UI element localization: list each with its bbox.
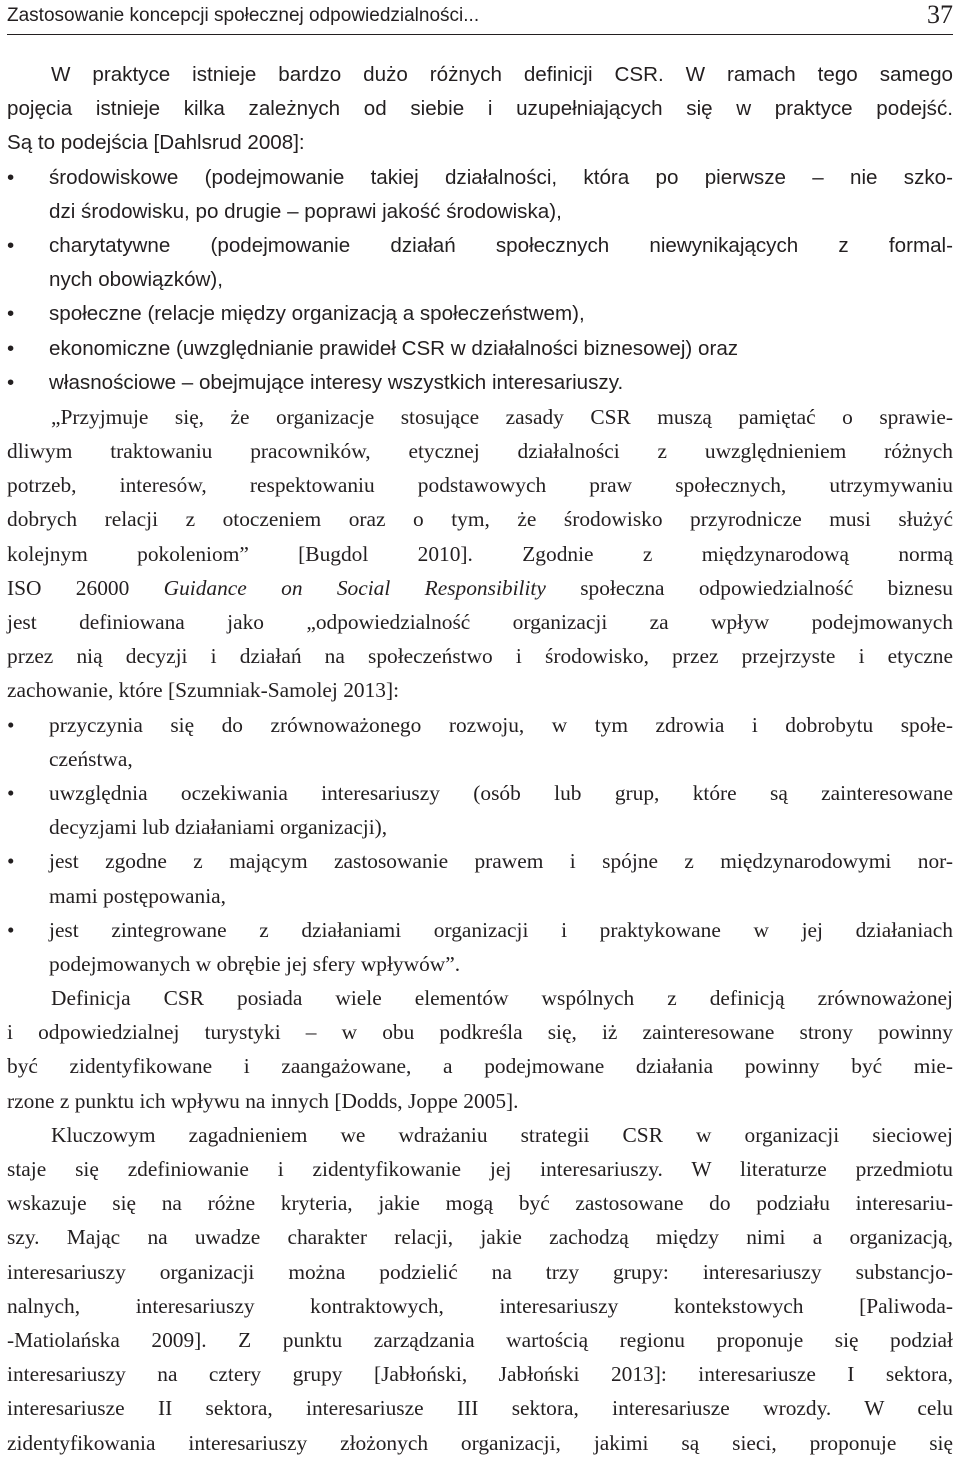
list-item (7, 297, 953, 331)
bullet-icon: • (7, 370, 15, 394)
list-item-line: • uwzględnia oczekiwania interesariuszy (osób lub grup, które są zainteresowane (7, 776, 953, 810)
text-line: rzone z punktu ich wpływu na innych [Dodds, Joppe 2005]. (7, 1088, 519, 1113)
text-line: wskazuje się na różne kryteria, jakie mogą być zastosowane do podziału interesariu- (7, 1191, 953, 1216)
bullet-icon: • (7, 336, 15, 360)
running-header (7, 0, 953, 35)
bullet-icon: • (7, 233, 15, 257)
norm-title: Guidance on Social Responsibility (163, 575, 546, 600)
list-item-line: nych obowiązków), (49, 268, 223, 292)
text-line: przez nią decyzji i działań na społeczeństwo i środowisko, przez przejrzyste i etyczne (7, 644, 953, 669)
text-line: interesariuszy na cztery grupy [Jabłoński, Jabłoński 2013]: interesariusze I sektora, (7, 1362, 953, 1387)
text-line: szy. Mając na uwadze charakter relacji, jakie zachodzą między nimi a organizacją, (7, 1225, 953, 1250)
text-line: dliwym traktowaniu pracowników, etycznej działalności z uwzględnieniem różnych (7, 439, 953, 464)
list-item-line: • przyczynia się do zrównoważonego rozwoju, w tym zdrowia i dobrobytu społe- (7, 708, 953, 742)
text-line: -Matiolańska 2009]. Z punktu zarządzania wartością regionu proponuje się podział (7, 1327, 953, 1352)
approaches-list (7, 161, 953, 400)
text-line: interesariusze II sektora, interesariusze III sektora, interesariusze wrozdy. W celu (7, 1396, 953, 1421)
list-item-line: • własnościowe – obejmujące interesy wszystkich interesariuszy. (7, 366, 953, 400)
bullet-icon: • (7, 165, 15, 189)
list-item (7, 913, 953, 981)
paragraph-intro (7, 58, 953, 161)
text-line: pojęcia istnieje kilka zależnych od siebie i uzupełniających się w praktyce podejść. (7, 97, 953, 121)
bullet-icon: • (7, 849, 15, 874)
bullet-icon: • (7, 917, 15, 942)
list-item-line: podejmowanych w obrębie jej sfery wpływów”. (49, 951, 461, 976)
list-item-line: mami postępowania, (49, 883, 227, 908)
text-line: potrzeb, interesów, respektowaniu podstawowych praw społecznych, utrzymywaniu (7, 473, 953, 498)
text-line: W praktyce istnieje bardzo dużo różnych definicji CSR. W ramach tego samego (51, 63, 953, 86)
list-item-line: • charytatywne (podejmowanie działań społecznych niewynikających z formal- (7, 229, 953, 263)
page-number: 37 (927, 0, 953, 29)
list-item-line: decyzjami lub działaniami organizacji), (49, 815, 388, 840)
list-item-line: • społeczne (relacje między organizacją a społeczeństwem), (7, 297, 953, 331)
text-line: kolejnym pokoleniom” [Bugdol 2010]. Zgodnie z międzynarodową normą (7, 541, 953, 566)
list-item (7, 776, 953, 844)
text-line: Definicja CSR posiada wiele elementów wspólnych z definicją zrównoważonej (51, 986, 953, 1011)
bullet-icon: • (7, 780, 15, 805)
text-line: dobrych relacji z otoczeniem oraz o tym, że środowisko przyrodnicze musi służyć (7, 507, 953, 532)
bullet-icon: • (7, 712, 15, 737)
paragraph-csr-definition (7, 400, 953, 708)
text-line: zidentyfikowania interesariuszy złożonych organizacji, jakimi są sieci, proponuje się (7, 1430, 953, 1455)
text-line: nalnych, interesariuszy kontraktowych, interesariuszy kontekstowych [Paliwoda- (7, 1293, 953, 1318)
list-item-line: dzi środowisku, po drugie – poprawi jakość środowiska), (49, 199, 562, 223)
list-item-line: czeństwa, (49, 746, 133, 771)
text-line: ISO 26000 Guidance on Social Responsibility społeczna odpowiedzialność biznesu (7, 575, 953, 600)
list-item-line: • ekonomiczne (uwzględnianie prawideł CSR w działalności biznesowej) oraz (7, 332, 953, 366)
list-item (7, 708, 953, 776)
text-line: jest definiowana jako „odpowiedzialność organizacji za wpływ podejmowanych (7, 610, 953, 634)
bullet-icon: • (7, 302, 15, 326)
behaviour-list (7, 708, 953, 982)
list-item (7, 844, 953, 912)
text-line: „Przyjmuje się, że organizacje stosujące zasady CSR muszą pamiętać o sprawie- (51, 404, 953, 429)
text-line: staje się zdefiniowanie i zidentyfikowanie jej interesariuszy. W literaturze przedmiotu (7, 1157, 953, 1181)
list-item (7, 332, 953, 366)
body-text (7, 58, 953, 1460)
paragraph-tourism (7, 981, 953, 1118)
text-line: Są to podejścia [Dahlsrud 2008]: (7, 131, 305, 155)
text-line: i odpowiedzialnej turystyki – w obu podkreśla się, iż zainteresowane strony powinny (7, 1020, 953, 1045)
list-item-line: • jest zgodne z mającym zastosowanie prawem i spójne z międzynarodowymi nor- (7, 844, 953, 878)
list-item-line: • środowiskowe (podejmowanie takiej działalności, która po pierwsze – nie szko- (7, 161, 953, 195)
text-line: interesariuszy organizacji można podzielić na trzy grupy: interesariuszy substancjo- (7, 1259, 953, 1284)
paragraph-stakeholders (7, 1118, 953, 1460)
list-item (7, 161, 953, 229)
list-item (7, 229, 953, 297)
list-item-line: • jest zintegrowane z działaniami organizacji i praktykowane w jej działaniach (7, 913, 953, 947)
list-item (7, 366, 953, 400)
text-line: być zidentyfikowane i zaangażowane, a podejmowane działania powinny być mie- (7, 1054, 953, 1079)
text-line: Kluczowym zagadnieniem we wdrażaniu strategii CSR w organizacji sieciowej (51, 1122, 953, 1147)
text-line: zachowanie, które [Szumniak-Samolej 2013]: (7, 678, 400, 703)
running-title: Zastosowanie koncepcji społecznej odpowiedzialności... (7, 5, 480, 26)
